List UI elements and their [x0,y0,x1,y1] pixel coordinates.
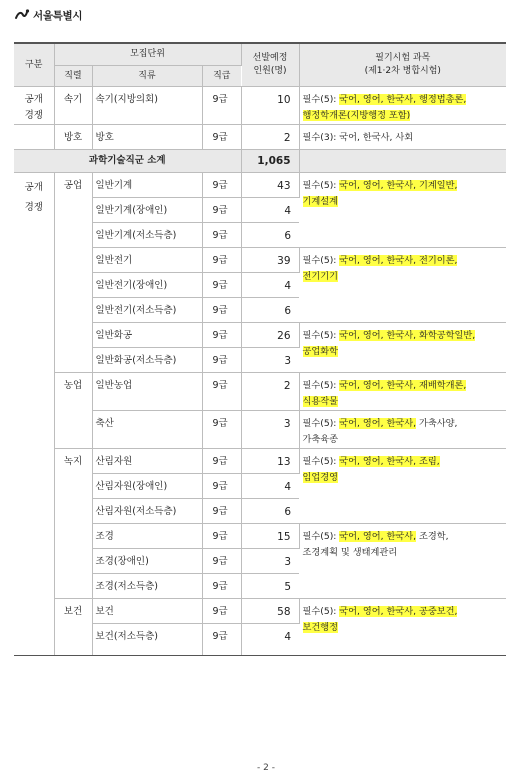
type-cell: 일반기계(저소득층) [92,223,202,248]
grade-cell: 9급 [202,273,241,298]
count-cell: 43 [241,173,299,198]
type-cell: 일반전기(장애인) [92,273,202,298]
count-cell: 4 [241,273,299,298]
subjects-highlight: 국어, 영어, 한국사, 화학공학일반, 공업화학 [302,330,476,357]
subjects-cell [299,524,506,599]
grade-cell: 9급 [202,549,241,574]
grade-cell: 9급 [202,574,241,599]
count-cell: 4 [241,198,299,223]
subjects-highlight: 국어, 영어, 한국사, 전기이론, 전기기기 [302,255,458,282]
grade-cell: 9급 [202,624,241,656]
type-cell: 조경(저소득층) [92,574,202,599]
type-cell: 일반전기 [92,248,202,273]
subjects-cell [299,449,506,524]
subjects-prefix: 필수(5): [302,606,340,617]
series-cell: 농업 [54,373,92,449]
count-cell: 10 [241,87,299,125]
page-number: - 2 - [257,763,275,773]
grade-cell: 9급 [202,373,241,411]
table-row [14,173,506,198]
header-grade: 직급 [202,66,241,87]
subjects-cell [299,248,506,323]
count-cell: 5 [241,574,299,599]
type-cell: 일반기계 [92,173,202,198]
subjects-cell [299,373,506,411]
subjects-highlight: 국어, 영어, 한국사, 조림, 임업경영 [302,456,440,483]
type-cell: 속기(지방의회) [92,87,202,125]
subjects-cell: 필수(3): 국어, 한국사, 사회 [299,125,506,150]
subjects-highlight: 국어, 영어, 한국사, [339,531,417,542]
type-cell: 산림자원(장애인) [92,474,202,499]
type-cell: 방호 [92,125,202,150]
grade-cell: 9급 [202,411,241,449]
subjects-prefix: 필수(5): [302,380,340,391]
seoul-logo-icon [14,9,30,23]
type-cell: 보건(저소득층) [92,624,202,656]
grade-cell: 9급 [202,125,241,150]
subjects-cell [299,173,506,248]
count-cell: 58 [241,599,299,624]
header-category: 구분 [14,43,54,87]
subjects-prefix: 필수(5): [302,456,340,467]
subjects-prefix: 필수(5): [302,255,340,266]
category-cell: 공개 경쟁 [14,87,54,125]
count-cell: 6 [241,223,299,248]
grade-cell: 9급 [202,474,241,499]
type-cell: 산림자원 [92,449,202,474]
grade-cell: 9급 [202,198,241,223]
count-cell: 6 [241,499,299,524]
table-row [14,449,506,474]
subtotal-row [14,150,506,173]
seoul-logo [14,8,82,23]
series-cell: 보건 [54,599,92,656]
grade-cell: 9급 [202,298,241,323]
type-cell: 일반농업 [92,373,202,411]
grade-cell: 9급 [202,323,241,348]
type-cell: 조경 [92,524,202,549]
table-row [14,599,506,624]
subjects-plain: 조경학, 조경계획 및 생태계관리 [302,531,449,558]
subjects-cell [299,599,506,656]
table-row [14,373,506,411]
grade-cell: 9급 [202,599,241,624]
count-cell: 26 [241,323,299,348]
table-row [14,125,506,150]
subjects-cell [299,323,506,373]
grade-cell: 9급 [202,223,241,248]
grade-cell: 9급 [202,248,241,273]
count-cell: 15 [241,524,299,549]
org-name: 서울특별시 [33,10,83,22]
subjects-prefix: 필수(5): [302,531,340,542]
count-cell: 4 [241,624,299,656]
header-planned-count: 선발예정 인원(명) [241,43,299,87]
subjects-plain: 가축사양, 가축육종 [302,418,458,445]
category-cell: 공개 경쟁 [14,173,54,656]
subtotal-label: 과학기술직군 소계 [14,150,241,173]
count-cell: 39 [241,248,299,273]
count-cell: 4 [241,474,299,499]
grade-cell: 9급 [202,173,241,198]
count-cell: 3 [241,348,299,373]
subjects-cell [299,87,506,125]
table-row [14,87,506,125]
subjects-highlight: 국어, 영어, 한국사, [339,418,417,429]
type-cell: 축산 [92,411,202,449]
recruitment-table [14,42,506,656]
type-cell: 보건 [92,599,202,624]
grade-cell: 9급 [202,348,241,373]
subjects-prefix: 필수(5): [302,418,340,429]
type-cell: 일반화공 [92,323,202,348]
header-type: 직류 [92,66,202,87]
subjects-prefix: 필수(5): [302,330,340,341]
subjects-highlight: 국어, 영어, 한국사, 공중보건, 보건행정 [302,606,458,633]
count-cell: 6 [241,298,299,323]
series-cell: 공업 [54,173,92,373]
header-series: 직렬 [54,66,92,87]
type-cell: 일반전기(저소득층) [92,298,202,323]
count-cell: 3 [241,411,299,449]
type-cell: 일반화공(저소득층) [92,348,202,373]
header-written-subjects: 필기시험 과목 (제1·2차 병합시험) [299,43,506,87]
header-recruit-unit: 모집단위 [54,43,241,66]
count-cell: 3 [241,549,299,574]
grade-cell: 9급 [202,449,241,474]
subjects-prefix: 필수(5): [302,94,340,105]
subjects-highlight: 국어, 영어, 한국사, 재배학개론, 식용작물 [302,380,467,407]
grade-cell: 9급 [202,499,241,524]
subjects-cell [299,411,506,449]
series-cell: 방호 [54,125,92,150]
grade-cell: 9급 [202,524,241,549]
count-cell: 2 [241,125,299,150]
series-cell: 녹지 [54,449,92,599]
grade-cell: 9급 [202,87,241,125]
type-cell: 일반기계(장애인) [92,198,202,223]
subtotal-count: 1,065 [241,150,299,173]
subjects-highlight: 국어, 영어, 한국사, 기계일반, 기계설계 [302,180,458,207]
type-cell: 산림자원(저소득층) [92,499,202,524]
type-cell: 조경(장애인) [92,549,202,574]
subjects-prefix: 필수(5): [302,180,340,191]
subjects-highlight: 국어, 영어, 한국사, 행정법총론, 행정학개론(지방행정 포함) [302,94,467,121]
series-cell: 속기 [54,87,92,125]
count-cell: 13 [241,449,299,474]
count-cell: 2 [241,373,299,411]
